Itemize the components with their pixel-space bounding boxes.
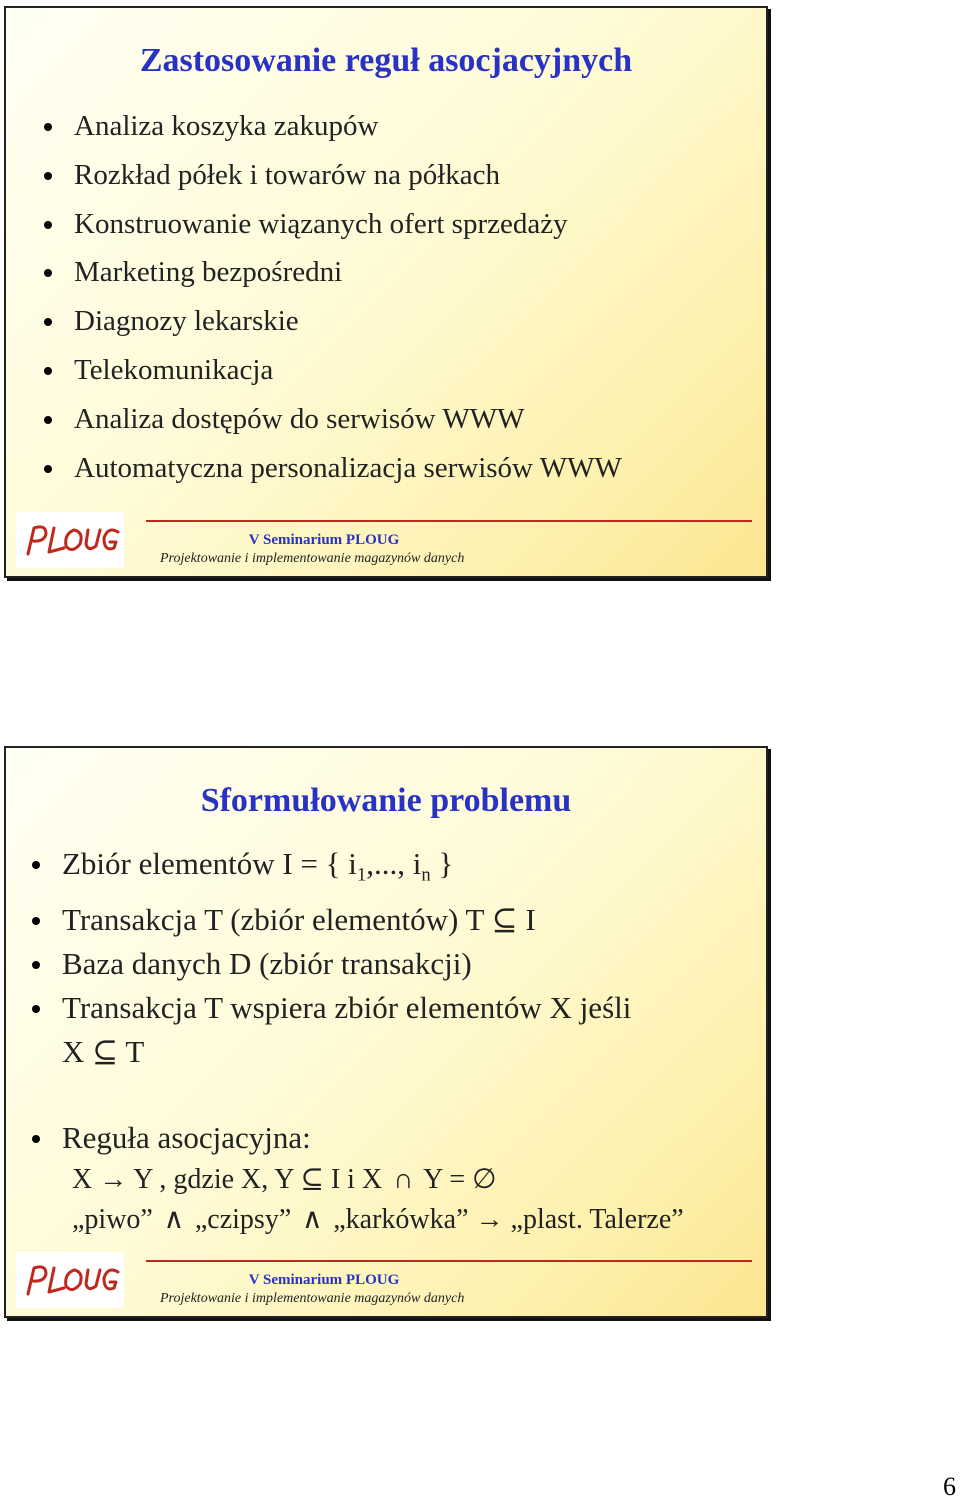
item-text: Transakcja T wspiera zbiór elementów X jeśli (62, 989, 632, 1025)
list-item: Rozkład półek i towarów na półkach (34, 151, 622, 200)
ploug-logo (16, 512, 124, 568)
page-number: 6 (943, 1472, 956, 1501)
item-text: X (62, 1033, 85, 1069)
example-item: „karkówka” (333, 1203, 469, 1235)
item-text: I (525, 901, 536, 937)
formula-part: I i X (330, 1163, 383, 1195)
subset-symbol: ⊆ (491, 901, 518, 937)
item-text: Transakcja T (zbiór elementów) T (62, 901, 484, 937)
list-item: Baza danych D (zbiór transakcji) (24, 942, 764, 986)
subscript: 1 (356, 864, 367, 886)
list-item: Telekomunikacja (34, 346, 622, 395)
subset-symbol: ⊆ (92, 1033, 119, 1069)
list-item (24, 898, 764, 942)
slide-1 (4, 6, 768, 578)
subscript: n (421, 864, 431, 886)
formula-part: Y = (423, 1163, 466, 1195)
slide-title: Zastosowanie reguł asocjacyjnych (139, 42, 633, 79)
rule-example (62, 1200, 764, 1240)
footer-title: V Seminarium PLOUG (248, 532, 400, 548)
subset-symbol: ⊆ (300, 1163, 324, 1195)
arrow-symbol: → (99, 1163, 128, 1195)
list-item (24, 986, 764, 1074)
item-text: Zbiór elementów I = { i (62, 846, 357, 881)
list-item (24, 842, 764, 898)
and-symbol: ∧ (302, 1203, 323, 1235)
example-item: „plast. Talerze” (510, 1203, 684, 1235)
bullet-list (24, 842, 764, 1240)
list-item (24, 1116, 764, 1240)
and-symbol: ∧ (163, 1203, 185, 1235)
rule-formula (62, 1160, 764, 1200)
slide-title: Sformułowanie problemu (200, 782, 572, 819)
footer-divider (146, 1260, 752, 1262)
footer-divider (146, 520, 752, 522)
ploug-logo-icon (16, 512, 124, 568)
footer-title: V Seminarium PLOUG (248, 1272, 400, 1288)
footer-subtitle: Projektowanie i implementowanie magazynów danych (160, 1291, 465, 1306)
footer-subtitle: Projektowanie i implementowanie magazynów danych (160, 551, 465, 566)
list-item: Analiza koszyka zakupów (34, 102, 622, 151)
ploug-logo-icon (16, 1252, 124, 1308)
intersection-symbol: ∩ (393, 1163, 414, 1195)
slide-2 (4, 746, 768, 1318)
arrow-symbol: → (475, 1203, 504, 1235)
example-item: „piwo” (72, 1203, 153, 1235)
list-item: Analiza dostępów do serwisów WWW (34, 395, 622, 444)
list-item: Diagnozy lekarskie (34, 297, 622, 346)
list-item: Konstruowanie wiązanych ofert sprzedaży (34, 200, 622, 249)
list-item: Marketing bezpośredni (34, 248, 622, 297)
formula-part: Y , gdzie X, Y (133, 1163, 294, 1195)
ploug-logo (16, 1252, 124, 1308)
item-text: } (430, 846, 454, 881)
list-item: Automatyczna personalizacja serwisów WWW (34, 444, 622, 493)
bullet-list (34, 102, 622, 492)
example-item: „czipsy” (194, 1203, 292, 1235)
item-text: ,..., i (366, 846, 422, 881)
item-text: Reguła asocjacyjna: (62, 1119, 311, 1155)
formula-part: X (72, 1163, 93, 1195)
empty-set-symbol: ∅ (472, 1163, 497, 1195)
item-text: T (125, 1033, 145, 1069)
